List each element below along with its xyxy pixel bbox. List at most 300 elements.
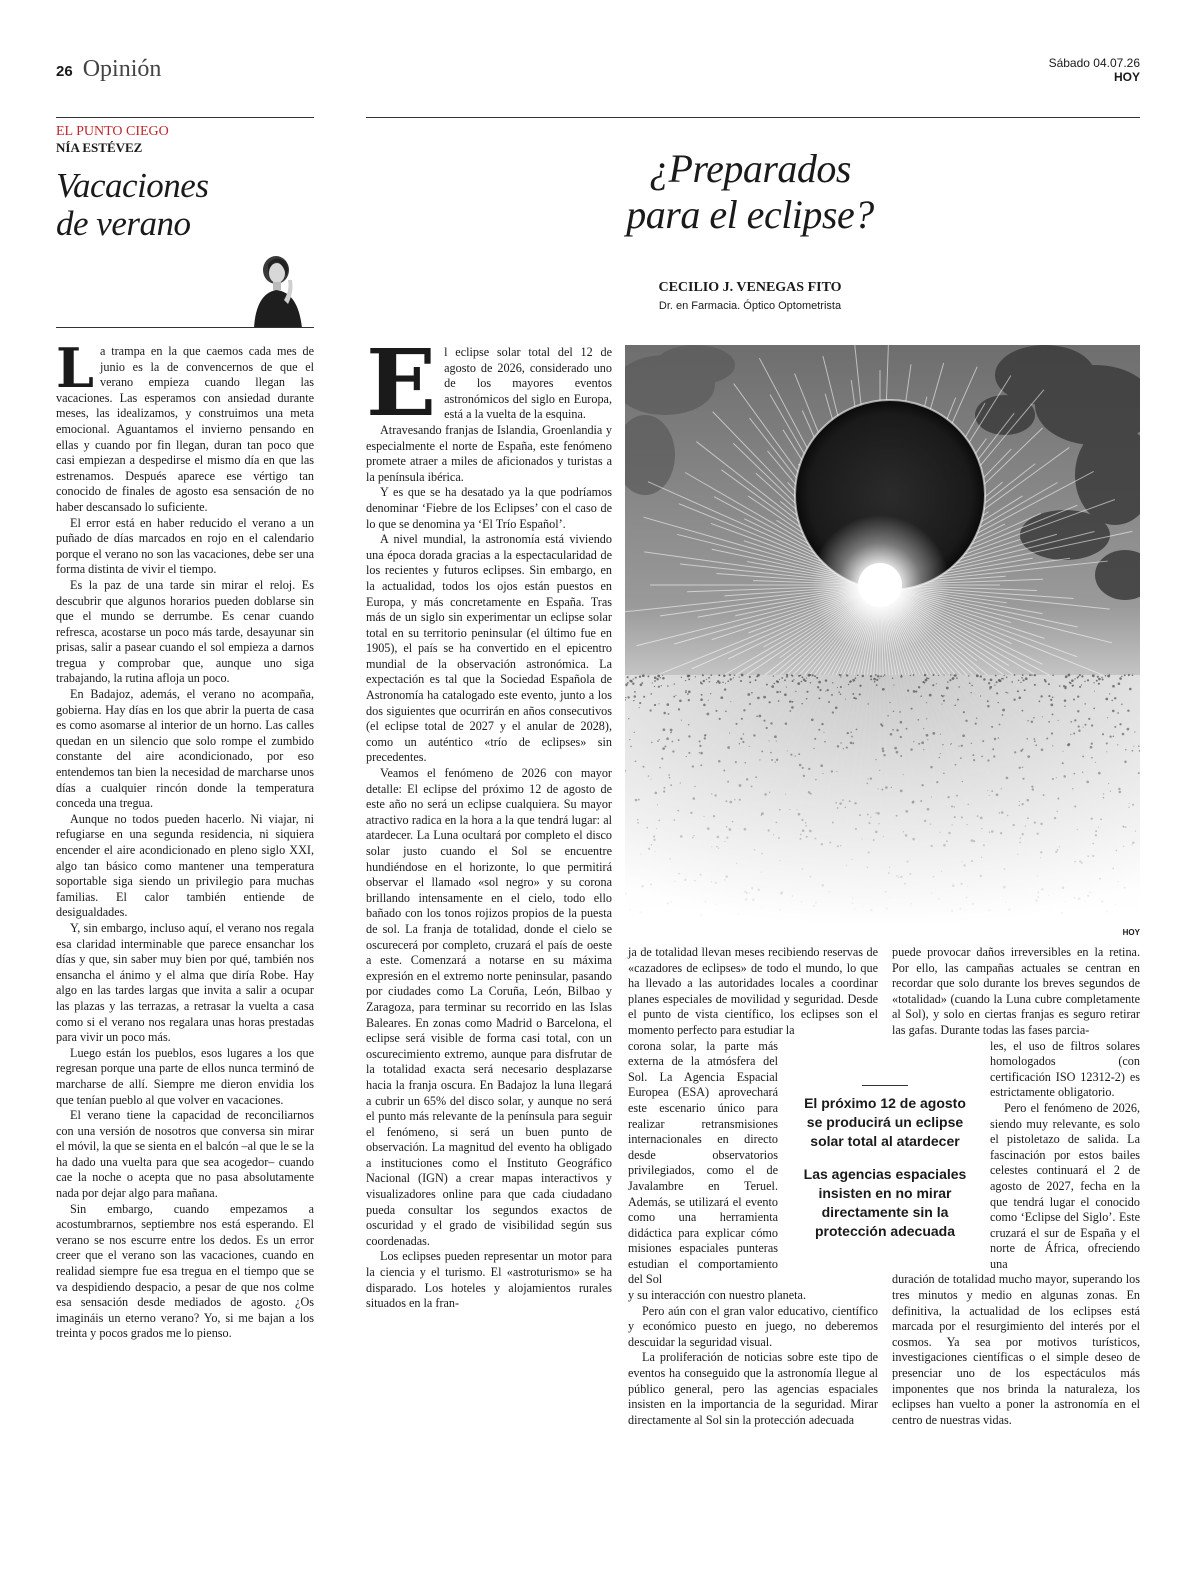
ground-dot <box>1132 844 1133 845</box>
ground-dot <box>688 752 690 754</box>
ground-dot <box>805 825 807 827</box>
ground-dot <box>729 733 730 734</box>
ground-dot <box>700 874 702 876</box>
ground-dot <box>987 790 988 791</box>
ground-dot <box>700 682 702 684</box>
ground-dot <box>998 737 1000 739</box>
ground-dot <box>700 764 702 766</box>
ground-dot <box>993 755 995 757</box>
ground-dot <box>845 699 846 700</box>
ground-dot <box>685 691 687 693</box>
issue-date: Sábado 04.07.26 <box>1048 56 1140 70</box>
ground-dot <box>971 839 974 842</box>
ground-dot <box>1040 823 1042 825</box>
ground-dot <box>924 820 926 822</box>
ground-dot <box>882 750 884 752</box>
ground-dot <box>727 746 730 749</box>
ground-dot <box>910 748 912 750</box>
ground-dot <box>1063 775 1066 778</box>
ground-dot <box>885 786 888 789</box>
article-paragraph: Pero aún con el gran valor educativo, científico y económico puesto en juego, no deberemos descuidar la seguridad visual. <box>628 1303 878 1349</box>
ground-dot <box>733 677 734 678</box>
ground-dot <box>630 746 632 748</box>
ground-dot <box>817 686 819 688</box>
ground-dot <box>840 845 841 846</box>
ground-dot <box>949 679 951 681</box>
ground-dot <box>1100 818 1102 820</box>
ground-dot <box>649 709 651 711</box>
ground-dot <box>1040 851 1042 853</box>
ground-dot <box>1098 827 1099 828</box>
ground-dot <box>980 675 982 677</box>
ground-dot <box>875 674 877 676</box>
ground-dot <box>1019 767 1021 769</box>
ground-dot <box>802 868 803 869</box>
ground-dot <box>1018 805 1019 806</box>
ground-dot <box>655 851 656 852</box>
ground-dot <box>1006 676 1008 678</box>
ground-dot <box>774 735 777 738</box>
ground-dot <box>1129 688 1132 691</box>
ground-dot <box>1059 846 1060 847</box>
ground-dot <box>654 686 655 687</box>
ground-dot <box>996 793 999 796</box>
ground-dot <box>793 679 794 680</box>
ground-dot <box>723 770 725 772</box>
ground-dot <box>832 711 834 713</box>
ground-dot <box>791 701 793 703</box>
ground-dot <box>704 901 706 903</box>
ground-dot <box>1118 682 1121 685</box>
ground-dot <box>808 674 811 677</box>
ground-dot <box>778 700 780 702</box>
ground-dot <box>726 837 728 839</box>
ground-dot <box>723 674 726 677</box>
ground-dot <box>983 844 985 846</box>
ground-dot <box>756 715 758 717</box>
ground-dot <box>907 690 909 692</box>
ground-dot <box>1055 851 1057 853</box>
ground-dot <box>1073 732 1075 734</box>
ground-dot <box>692 837 694 839</box>
ground-dot <box>1003 678 1004 679</box>
ground-dot <box>1101 900 1104 903</box>
ground-dot <box>1011 681 1013 683</box>
ground-dot <box>1101 677 1102 678</box>
ground-dot <box>1040 695 1042 697</box>
ground-dot <box>638 799 640 801</box>
ground-dot <box>1078 897 1081 900</box>
ground-dot <box>1106 911 1108 913</box>
ground-dot <box>967 886 968 887</box>
ground-dot <box>840 742 841 743</box>
ground-dot <box>981 828 982 829</box>
article-paragraph: Los eclipses pueden representar un motor para la ciencia y el turismo. El «astroturismo» se ha disparado. Los hoteles y alojamientos rurales situados en la fran- <box>366 1249 612 1311</box>
ground-dot <box>1035 899 1038 902</box>
ground-dot <box>1007 692 1008 693</box>
ground-dot <box>749 681 751 683</box>
ground-dot <box>774 683 776 685</box>
ground-dot <box>806 691 808 693</box>
ground-dot <box>1109 735 1111 737</box>
ground-dot <box>1094 691 1095 692</box>
ground-dot <box>687 693 689 695</box>
ground-dot <box>725 800 727 802</box>
ground-dot <box>877 675 879 677</box>
ground-dot <box>1119 677 1122 680</box>
ground-dot <box>849 681 851 683</box>
ground-dot <box>658 820 660 822</box>
ground-dot <box>1037 833 1039 835</box>
ground-dot <box>906 728 908 730</box>
ground-dot <box>1024 689 1026 691</box>
ground-dot <box>874 681 876 683</box>
ground-dot <box>663 787 665 789</box>
ground-dot <box>739 743 740 744</box>
ground-dot <box>798 753 800 755</box>
ground-dot <box>1027 755 1030 758</box>
ground-dot <box>840 674 842 676</box>
ground-dot <box>648 848 650 850</box>
ground-dot <box>662 747 665 750</box>
ground-dot <box>639 702 641 704</box>
ground-dot <box>718 760 721 763</box>
ground-dot <box>990 678 993 681</box>
ground-dot <box>927 739 928 740</box>
ground-dot <box>776 822 778 824</box>
ground-dot <box>736 863 737 864</box>
ground-dot <box>1091 742 1093 744</box>
article-byline <box>580 280 920 312</box>
ground-dot <box>634 695 637 698</box>
column-title-line: Vacaciones <box>56 166 209 205</box>
ground-dot <box>836 771 837 772</box>
ground-dot <box>900 675 902 677</box>
ground-dot <box>1052 745 1053 746</box>
section-name: Opinión <box>82 56 162 82</box>
ground-dot <box>1122 826 1124 828</box>
ground-dot <box>920 695 922 697</box>
ground-dot <box>648 775 649 776</box>
ground-dot <box>754 849 755 850</box>
ground-dot <box>1097 676 1099 678</box>
ground-dot <box>1124 761 1127 764</box>
ground-dot <box>992 748 994 750</box>
ground-dot <box>703 704 706 707</box>
ground-dot <box>667 685 669 687</box>
ground-dot <box>1022 767 1024 769</box>
ground-dot <box>743 733 744 734</box>
ground-dot <box>1095 834 1097 836</box>
ground-dot <box>681 720 682 721</box>
ground-dot <box>1058 720 1059 721</box>
ground-dot <box>769 792 770 793</box>
ground-dot <box>1115 904 1116 905</box>
ground-dot <box>1051 732 1053 734</box>
ground-dot <box>747 693 750 696</box>
ground-dot <box>710 674 712 676</box>
ground-dot <box>670 858 671 859</box>
ground-dot <box>1017 690 1019 692</box>
ground-dot <box>859 814 861 816</box>
ground-dot <box>1056 811 1057 812</box>
ground-dot <box>1095 762 1096 763</box>
ground-dot <box>971 743 972 744</box>
ground-dot <box>773 834 774 835</box>
ground-dot <box>948 832 950 834</box>
ground-dot <box>637 819 639 821</box>
ground-dot <box>943 700 945 702</box>
ground-dot <box>877 788 878 789</box>
ground-dot <box>961 745 963 747</box>
ground-dot <box>779 909 781 911</box>
ground-dot <box>1048 695 1050 697</box>
ground-dot <box>1102 679 1104 681</box>
ground-dot <box>716 682 717 683</box>
ground-dot <box>700 914 702 916</box>
ground-dot <box>818 681 821 684</box>
ground-dot <box>634 732 635 733</box>
ground-dot <box>699 752 700 753</box>
ground-dot <box>675 695 676 696</box>
ground-dot <box>967 824 968 825</box>
ground-dot <box>1006 777 1009 780</box>
ground-dot <box>1117 712 1119 714</box>
ground-dot <box>873 839 875 841</box>
ground-dot <box>801 901 803 903</box>
ground-dot <box>942 696 944 698</box>
ground-dot <box>932 674 934 676</box>
ground-dot <box>668 774 670 776</box>
ground-dot <box>837 807 839 809</box>
ground-dot <box>940 734 941 735</box>
ground-dot <box>1103 793 1104 794</box>
ground-dot <box>746 892 748 894</box>
ground-dot <box>981 857 982 858</box>
ground-dot <box>1083 727 1084 728</box>
ground-dot <box>835 802 837 804</box>
ground-dot <box>639 911 641 913</box>
ground-dot <box>1112 868 1114 870</box>
ground-dot <box>810 876 812 878</box>
ground-dot <box>1118 788 1120 790</box>
ground-dot <box>931 845 933 847</box>
ground-dot <box>962 734 965 737</box>
ground-dot <box>813 748 814 749</box>
ground-dot <box>766 727 768 729</box>
ground-dot <box>1071 679 1074 682</box>
article-paragraph: duración de totalidad mucho mayor, superando los tres minutos y medio en algunas zonas. En definitiva, la actualidad de los eclipses está marcada por el resurgimiento del interés por el cosmos. Ya sea por motivos turísticos, investigaciones científicas o el simple deseo de presenciar uno de los espectáculos más imponentes que nos brinda la naturaleza, los eclipses han vuelto a poner la astronomía en el centro de nuestras vidas. <box>892 1272 1140 1427</box>
ground-dot <box>1061 912 1063 914</box>
ground-dot <box>815 779 817 781</box>
ground-dot <box>759 715 762 718</box>
ground-dot <box>964 910 965 911</box>
ground-dot <box>912 838 915 841</box>
ground-dot <box>633 678 634 679</box>
ground-dot <box>740 738 742 740</box>
ground-dot <box>1074 897 1076 899</box>
headline-line: ¿Preparados <box>649 146 851 191</box>
ground-dot <box>1135 831 1136 832</box>
article-paragraph: Pero el fenómeno de 2026, siendo muy relevante, es solo el pistoletazo de salida. La fascinación por estos bailes celestes continuará el 2 de agosto de 2027, fecha en la que tendrá lugar el conocido como ‘Eclipse del Siglo’. Este cruzará el sur de España y el norte de África, ofreciendo una <box>990 1100 1140 1271</box>
ground-dot <box>1077 829 1078 830</box>
ground-dot <box>657 675 660 678</box>
ground-dot <box>991 790 993 792</box>
drop-cap: L <box>56 344 94 400</box>
ground-dot <box>695 676 696 677</box>
ground-dot <box>889 702 890 703</box>
ground-dot <box>951 909 954 912</box>
ground-dot <box>789 710 791 712</box>
ground-dot <box>893 711 894 712</box>
ground-dot <box>1087 679 1089 681</box>
ground-dot <box>661 685 662 686</box>
ground-dot <box>883 676 884 677</box>
ground-dot <box>757 674 760 677</box>
ground-dot <box>752 898 755 901</box>
column-kicker: EL PUNTO CIEGO <box>56 124 169 139</box>
ground-dot <box>923 749 924 750</box>
ground-dot <box>1087 895 1089 897</box>
ground-dot <box>1091 724 1093 726</box>
ground-dot <box>1040 857 1041 858</box>
ground-dot <box>1052 675 1054 677</box>
ground-dot <box>875 759 876 760</box>
ground-dot <box>839 802 841 804</box>
ground-dot <box>959 908 961 910</box>
ground-dot <box>763 696 766 699</box>
ground-dot <box>1077 695 1079 697</box>
ground-dot <box>880 675 882 677</box>
ground-dot <box>768 701 770 703</box>
ground-dot <box>775 761 776 762</box>
ground-dot <box>1048 895 1049 896</box>
ground-dot <box>938 898 940 900</box>
ground-dot <box>1084 724 1086 726</box>
ground-dot <box>1030 674 1031 675</box>
ground-dot <box>651 742 653 744</box>
ground-dot <box>679 700 682 703</box>
column-paragraph: El verano tiene la capacidad de reconciliarnos con una versión de nosotros que conversa sin mirar el móvil, la que se sienta en el balcón –al que le se la ha dado una vuelta para que sea acogedor– cuando cae la noche o acepta que no pasa absolutamente nada por dejar algo para mañana. <box>56 1108 314 1201</box>
opinion-column <box>56 124 314 1341</box>
ground-dot <box>890 733 893 736</box>
ground-dot <box>779 691 781 693</box>
ground-dot <box>875 812 876 813</box>
ground-dot <box>657 740 659 742</box>
ground-dot <box>1019 801 1020 802</box>
ground-dot <box>629 909 630 910</box>
ground-dot <box>967 804 968 805</box>
ground-dot <box>641 682 643 684</box>
ground-dot <box>987 700 989 702</box>
dateline <box>1049 56 1140 84</box>
header-rule-left <box>56 117 314 118</box>
ground-dot <box>632 682 634 684</box>
ground-dot <box>963 864 965 866</box>
ground-dot <box>987 705 989 707</box>
ground-dot <box>815 902 817 904</box>
ground-dot <box>770 752 772 754</box>
ground-dot <box>651 844 653 846</box>
article-paragraph: A nivel mundial, la astronomía está viviendo una época dorada gracias a la espectacularidad de los recientes y futuros eclipses. Sin embargo, en la actualidad, todos los ojos están puestos en Europa, y más concretamente en España. Tras más de un siglo sin experimentar un eclipse solar total en su territorio peninsular (el último fue en 1905), el país se ha convertido en el epicentro mundial de la observación astronómica. La expectación es tal que la Sociedad Española de Astronomía ha catalogado este evento, junto a los dos siguientes que ocurrirán en años consecutivos (el eclipse total de 2027 y el anular de 2028), como un auténtico «trío de eclipses» sin precedentes. <box>366 532 612 765</box>
ground-dot <box>801 676 803 678</box>
article-paragraph: corona solar, la parte más externa de la atmósfera del Sol. La Agencia Espacial Europea (ESA) aprovechará este escenario único para realizar retransmisiones internacionales en directo desde observatorios privilegiados, como el de Javalambre en Teruel. Además, se utilizará el evento como una herramienta didáctica para explicar cómo misiones espaciales punteras estudian el comportamiento del Sol <box>628 1038 778 1287</box>
ground-dot <box>663 790 665 792</box>
ground-dot <box>1032 675 1033 676</box>
ground-dot <box>770 722 772 724</box>
ground-dot <box>776 680 778 682</box>
ground-dot <box>741 718 743 720</box>
ground-dot <box>876 679 878 681</box>
ground-dot <box>1098 683 1100 685</box>
ground-dot <box>761 814 762 815</box>
ground-dot <box>795 755 796 756</box>
drop-cap: E <box>366 345 437 437</box>
ground-dot <box>884 674 886 676</box>
ground-dot <box>1007 815 1008 816</box>
ground-dot <box>1041 749 1044 752</box>
ground-dot <box>1072 685 1074 687</box>
ground-dot <box>913 690 916 693</box>
ground-dot <box>930 823 931 824</box>
ground-dot <box>761 750 763 752</box>
ground-dot <box>899 711 901 713</box>
ground-dot <box>802 829 805 832</box>
ground-dot <box>1035 744 1037 746</box>
ground-dot <box>1113 736 1115 738</box>
ground-dot <box>1013 824 1015 826</box>
ground-dot <box>1056 777 1057 778</box>
ground-dot <box>663 728 666 731</box>
ground-dot <box>931 796 932 797</box>
ground-dot <box>987 759 989 761</box>
ground-dot <box>888 872 890 874</box>
ground-dot <box>759 759 760 760</box>
ground-dot <box>745 762 747 764</box>
ground-dot <box>846 865 847 866</box>
ground-dot <box>758 889 761 892</box>
ground-dot <box>757 697 760 700</box>
ground-dot <box>735 761 737 763</box>
ground-dot <box>1112 685 1115 688</box>
ground-dot <box>749 703 751 705</box>
ground-dot <box>657 804 658 805</box>
ground-dot <box>1119 791 1122 794</box>
ground-dot <box>1019 697 1022 700</box>
ground-dot <box>1002 709 1005 712</box>
ground-dot <box>867 703 868 704</box>
ground-dot <box>883 836 884 837</box>
ground-dot <box>792 680 794 682</box>
ground-dot <box>996 692 998 694</box>
ground-dot <box>896 875 898 877</box>
ground-dot <box>692 765 694 767</box>
ground-dot <box>1027 799 1030 802</box>
ground-dot <box>1069 682 1071 684</box>
ground-dot <box>784 679 786 681</box>
ground-dot <box>729 674 731 676</box>
ground-dot <box>923 728 924 729</box>
ground-dot <box>853 697 855 699</box>
ground-dot <box>950 674 951 675</box>
ground-dot <box>909 873 911 875</box>
ground-dot <box>988 909 990 911</box>
ground-dot <box>972 903 974 905</box>
ground-dot <box>918 719 920 721</box>
ground-dot <box>627 676 629 678</box>
ground-dot <box>1025 825 1026 826</box>
ground-dot <box>751 786 753 788</box>
